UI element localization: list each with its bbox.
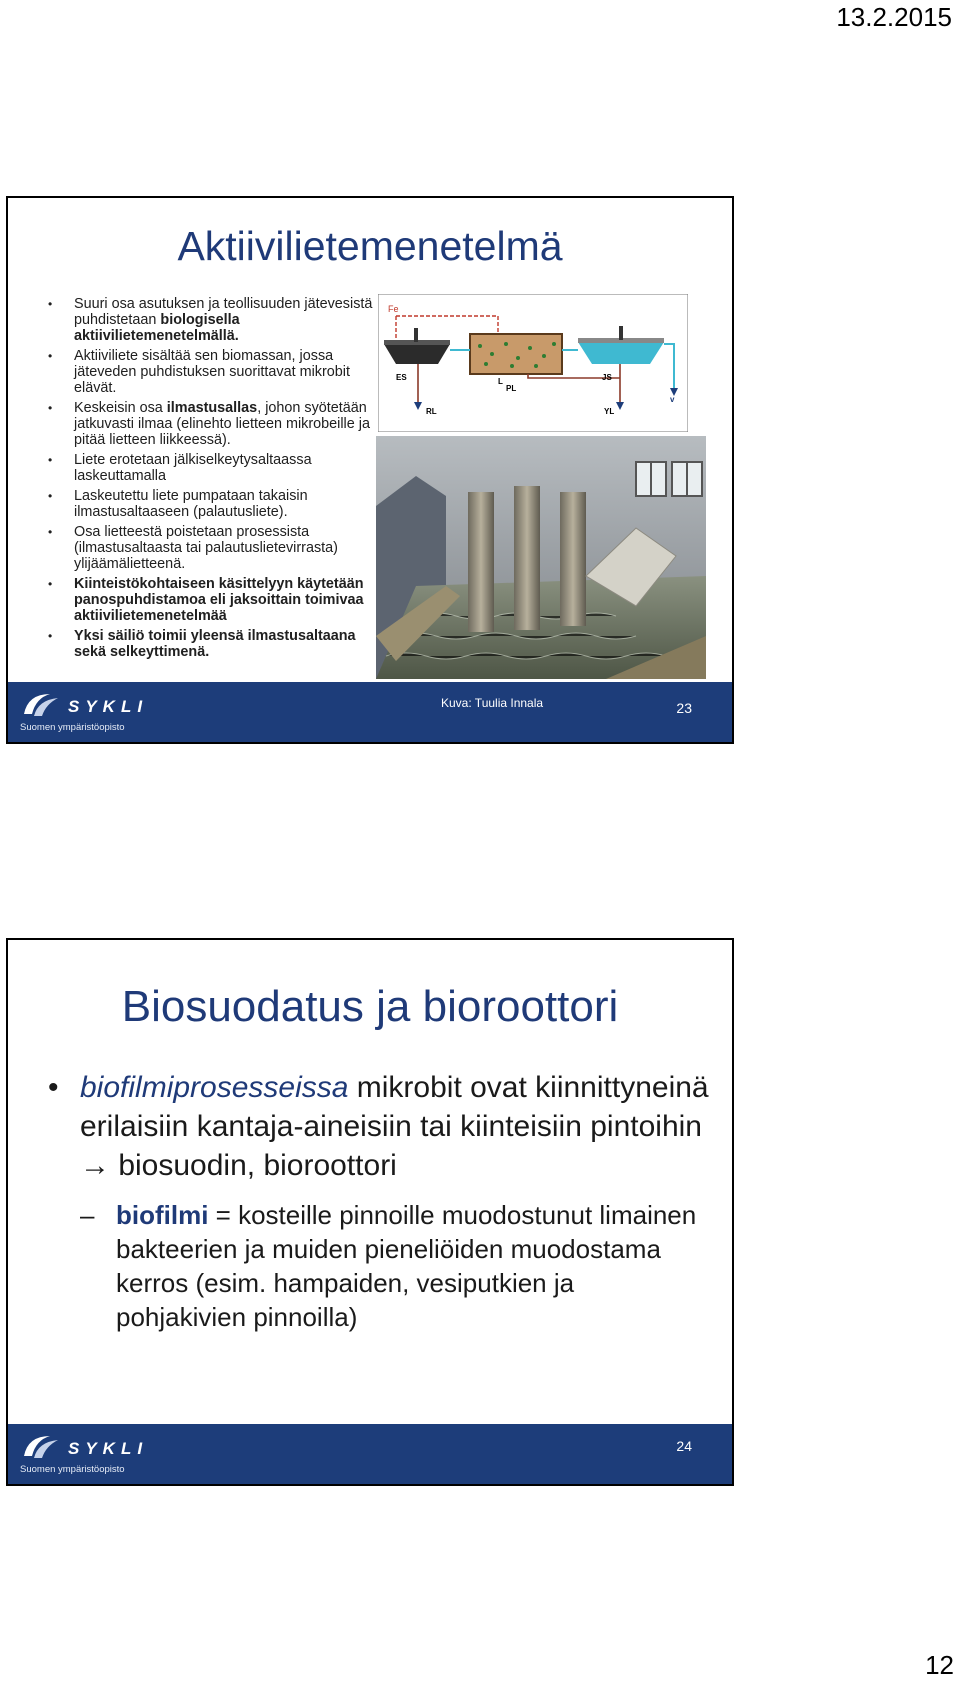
bullet-item: • biofilmiprosesseissa mikrobit ovat kiinnittyneinä erilaisiin kantaja-aineisiin tai kiinteisiin pintoihin → biosuodin, bioroottori: [48, 1068, 728, 1185]
aeration-basin-photo: [376, 436, 706, 679]
bullet-item: • Aktiiviliete sisältää sen biomassan, jossa jäteveden puhdistuksen suorittavat mikrobit elävät.: [38, 348, 383, 396]
bullet-list: [38, 296, 383, 664]
label-l: L: [498, 377, 503, 386]
sykli-logo-icon: [20, 1432, 62, 1462]
sub-bullet-dash: –: [80, 1200, 95, 1230]
logo-wordmark: SYKLI: [68, 1439, 149, 1458]
bullet-item: • Keskeisin osa ilmastusallas, johon syötetään jatkuvasti ilmaa (elinehto lietteen mikrobeille ja pitää lietteen liikkeessä).: [38, 400, 383, 448]
page-date: 13.2.2015: [836, 2, 952, 32]
bullet-item: • Suuri osa asutuksen ja teollisuuden jätevesistä puhdistetaan biologisella aktiivilietemenetelmällä.: [38, 296, 383, 344]
label-pl: PL: [506, 384, 517, 393]
slide-number: 23: [676, 700, 692, 716]
label-js: JS: [602, 373, 612, 382]
slide-title: Biosuodatus ja bioroottori: [121, 982, 619, 1031]
bullet-item: • Yksi säiliö toimii yleensä ilmastusaltaana sekä selkeyttimenä.: [38, 628, 383, 660]
label-yl: YL: [604, 407, 615, 416]
sub-bullet-item: – biofilmi = kosteille pinnoille muodostunut limainen bakteerien ja muiden pieneliöiden muodostama kerros (esim. hampaiden, vesiputkien ja pohjakivien pinnoilla): [80, 1200, 697, 1332]
slide-23: [6, 196, 734, 744]
bullet-item: • Liete erotetaan jälkiselkeytysaltaassa laskeuttamalla: [38, 452, 383, 484]
label-v: v: [670, 395, 675, 404]
sykli-logo: [16, 1430, 149, 1480]
logo-wordmark: SYKLI: [68, 697, 149, 716]
process-diagram: [378, 294, 688, 432]
slide-24: [6, 938, 734, 1486]
slide-number: 24: [676, 1438, 692, 1454]
bullet-item: • Kiinteistökohtaiseen käsittelyyn käytetään panospuhdistamoa eli jaksoittain toimivaa aktiivilietemenetelmää: [38, 576, 383, 624]
slide-title: Aktiivilietemenetelmä: [177, 223, 563, 269]
label-rl: RL: [426, 407, 437, 416]
slide-footer: [8, 1424, 732, 1484]
logo-subtitle: Suomen ympäristöopisto: [20, 722, 125, 733]
bullet-item: • Osa lietteestä poistetaan prosessista (ilmastusaltaasta tai palautuslietevirrasta) ylijäämälietteenä.: [38, 524, 383, 572]
bullet-dot: •: [48, 1071, 59, 1104]
sykli-logo-icon: [20, 690, 62, 720]
logo-subtitle: Suomen ympäristöopisto: [20, 1464, 125, 1475]
slide-footer: [8, 682, 732, 742]
page-number: 12: [925, 1650, 954, 1680]
label-fe: Fe: [388, 304, 399, 314]
bullet-item: • Laskeutettu liete pumpataan takaisin ilmastusaltaaseen (palautusliete).: [38, 488, 383, 520]
arrow-icon: →: [80, 1149, 110, 1182]
sykli-logo: [16, 688, 149, 738]
label-es: ES: [396, 373, 407, 382]
image-credit: Kuva: Tuulia Innala: [441, 696, 544, 710]
